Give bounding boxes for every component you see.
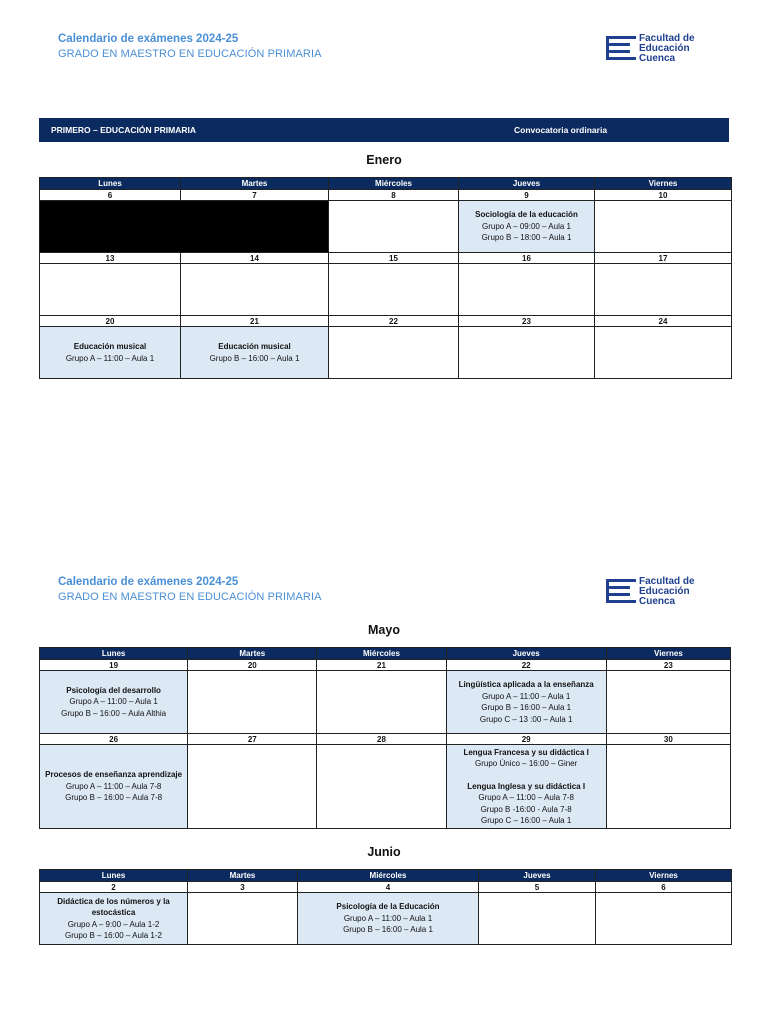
day-number: 6 — [40, 190, 181, 201]
page2-title: Calendario de exámenes 2024-25 — [58, 576, 239, 588]
day-number: 21 — [317, 660, 446, 671]
day-cell — [317, 745, 446, 829]
day-number: 27 — [188, 734, 317, 745]
day-cell — [596, 893, 732, 945]
weekday-header: Jueves — [459, 178, 595, 190]
exam-group: Grupo A – 11:00 – Aula 7-8 — [478, 793, 574, 802]
weekday-header: Miércoles — [329, 178, 459, 190]
day-number: 26 — [40, 734, 188, 745]
faculty-logo — [606, 34, 706, 62]
weekday-header: Lunes — [40, 178, 181, 190]
exam-group: Grupo B – 16:00 – Aula 1 — [209, 353, 300, 363]
exam-row — [40, 745, 731, 829]
day-number: 23 — [459, 316, 595, 327]
convocatoria-label: Convocatoria ordinaria — [514, 125, 608, 135]
day-number-row — [40, 660, 731, 671]
day-cell — [595, 264, 732, 316]
day-number: 14 — [181, 253, 329, 264]
exam-cell — [40, 893, 188, 945]
weekday-header: Martes — [181, 178, 329, 190]
exam-group: Grupo A – 11:00 – Aula 7-8 — [65, 781, 162, 791]
day-cell — [188, 893, 298, 945]
weekday-header-row — [40, 648, 731, 660]
exam-subject: Procesos de enseñanza aprendizaje — [45, 770, 183, 780]
exam-cell — [40, 327, 181, 379]
exam-row — [40, 264, 732, 316]
page2-subtitle: GRADO EN MAESTRO EN EDUCACIÓN PRIMARIA — [58, 591, 322, 603]
day-number-row — [40, 316, 732, 327]
day-number: 20 — [188, 660, 317, 671]
exam-subject: Lengua Inglesa y su didáctica I — [467, 781, 586, 791]
day-number: 5 — [479, 882, 596, 893]
course-label: PRIMERO – EDUCACIÓN PRIMARIA — [51, 125, 196, 135]
exam-group: Grupo B – 16:00 – Aula 1 — [343, 925, 433, 935]
day-cell — [188, 671, 317, 734]
day-cell — [606, 745, 730, 829]
weekday-header: Miércoles — [317, 648, 446, 660]
exam-row — [40, 201, 732, 253]
day-number: 3 — [188, 882, 298, 893]
weekday-header-row — [40, 178, 732, 190]
exam-group: Grupo B – 16:00 – Aula 7-8 — [65, 793, 163, 803]
day-number-row — [40, 190, 732, 201]
exam-group: Grupo C – 13 :00 – Aula 1 — [479, 714, 573, 724]
weekday-header: Martes — [188, 870, 298, 882]
weekday-header: Viernes — [596, 870, 732, 882]
faculty-logo-icon — [606, 36, 636, 60]
day-cell — [459, 264, 595, 316]
exam-subject: Educación musical — [73, 342, 147, 351]
exam-group: Grupo A – 11:00 – Aula 1 — [69, 697, 158, 707]
exam-row — [40, 327, 732, 379]
day-cell — [329, 201, 459, 253]
exam-group: Grupo A – 9:00 – Aula 1-2 — [67, 919, 160, 929]
day-cell — [329, 264, 459, 316]
day-number: 7 — [181, 190, 329, 201]
weekday-header-row — [40, 870, 732, 882]
day-number: 10 — [595, 190, 732, 201]
exam-group: Grupo Único – 16:00 – Giner — [475, 759, 578, 768]
exam-cell — [446, 745, 606, 829]
day-number: 30 — [606, 734, 730, 745]
day-cell — [459, 327, 595, 379]
day-cell — [606, 671, 730, 734]
course-banner — [39, 118, 729, 142]
day-cell — [317, 671, 446, 734]
exam-group: Grupo B – 16:00 – Aula Althia — [61, 708, 167, 718]
weekday-header: Lunes — [40, 648, 188, 660]
calendar-enero — [39, 177, 732, 379]
day-cell — [479, 893, 596, 945]
exam-group: Grupo A – 11:00 – Aula 1 — [343, 913, 433, 923]
day-number: 4 — [298, 882, 479, 893]
exam-cell — [459, 201, 595, 253]
calendar-junio — [39, 869, 732, 945]
day-number-row — [40, 882, 732, 893]
day-cell — [181, 264, 329, 316]
redacted-block — [40, 201, 329, 253]
day-number: 20 — [40, 316, 181, 327]
exam-cell — [446, 671, 606, 734]
page2-header — [58, 576, 322, 603]
page1-subtitle: GRADO EN MAESTRO EN EDUCACIÓN PRIMARIA — [58, 48, 322, 60]
day-cell — [595, 201, 732, 253]
calendar-mayo — [39, 647, 731, 829]
day-number-row — [40, 734, 731, 745]
day-number-row — [40, 253, 732, 264]
weekday-header: Lunes — [40, 870, 188, 882]
exam-group: Grupo A – 09:00 – Aula 1 — [482, 221, 571, 231]
faculty-logo-text: Facultad de Educación Cuenca — [639, 576, 695, 607]
exam-group: Grupo C – 16:00 – Aula 1 — [481, 816, 572, 825]
page1-header — [58, 33, 322, 60]
exam-cell — [181, 327, 329, 379]
exam-row — [40, 671, 731, 734]
day-number: 17 — [595, 253, 732, 264]
day-number: 9 — [459, 190, 595, 201]
exam-subject: Psicología del desarrollo — [66, 685, 161, 695]
exam-group: Grupo B – 16:00 – Aula 1 — [481, 703, 572, 712]
day-number: 6 — [596, 882, 732, 893]
exam-subject: Lengua Francesa y su didáctica I — [463, 747, 589, 757]
exam-group: Grupo A – 11:00 – Aula 1 — [481, 691, 571, 701]
exam-group: Grupo B – 16:00 – Aula 1-2 — [65, 931, 162, 940]
exam-subject: Lingüística aplicada a la enseñanza — [458, 680, 594, 689]
exam-subject: Didáctica de los números y la estocástica — [57, 896, 170, 917]
exam-group: Grupo A – 11:00 – Aula 1 — [65, 353, 155, 363]
faculty-logo-icon — [606, 579, 636, 603]
day-number: 29 — [446, 734, 606, 745]
exam-subject: Psicología de la Educación — [336, 902, 440, 912]
exam-row — [40, 893, 732, 945]
weekday-header: Jueves — [446, 648, 606, 660]
exam-cell — [40, 671, 188, 734]
exam-group: Grupo B – 18:00 – Aula 1 — [481, 233, 572, 243]
weekday-header: Jueves — [479, 870, 596, 882]
day-number: 24 — [595, 316, 732, 327]
day-number: 2 — [40, 882, 188, 893]
day-number: 21 — [181, 316, 329, 327]
page1-title: Calendario de exámenes 2024-25 — [58, 33, 239, 45]
day-number: 8 — [329, 190, 459, 201]
weekday-header: Martes — [188, 648, 317, 660]
day-cell — [40, 264, 181, 316]
faculty-logo — [606, 577, 706, 605]
exam-cell — [40, 745, 188, 829]
month-title-mayo: Mayo — [368, 623, 400, 637]
day-number: 16 — [459, 253, 595, 264]
exam-subject: Educación musical — [218, 342, 291, 351]
faculty-logo-text: Facultad de Educación Cuenca — [639, 33, 695, 64]
day-number: 22 — [329, 316, 459, 327]
month-title-junio: Junio — [367, 845, 401, 859]
day-cell — [595, 327, 732, 379]
day-cell — [329, 327, 459, 379]
exam-group: Grupo B -16:00 - Aula 7-8 — [480, 804, 572, 814]
weekday-header: Viernes — [595, 178, 732, 190]
day-number: 23 — [606, 660, 730, 671]
weekday-header: Miércoles — [298, 870, 479, 882]
day-number: 19 — [40, 660, 188, 671]
day-number: 22 — [446, 660, 606, 671]
exam-subject: Sociología de la educación — [475, 210, 578, 220]
day-cell — [188, 745, 317, 829]
day-number: 28 — [317, 734, 446, 745]
day-number: 13 — [40, 253, 181, 264]
day-number: 15 — [329, 253, 459, 264]
month-title-enero: Enero — [366, 153, 402, 167]
weekday-header: Viernes — [606, 648, 730, 660]
exam-cell — [298, 893, 479, 945]
